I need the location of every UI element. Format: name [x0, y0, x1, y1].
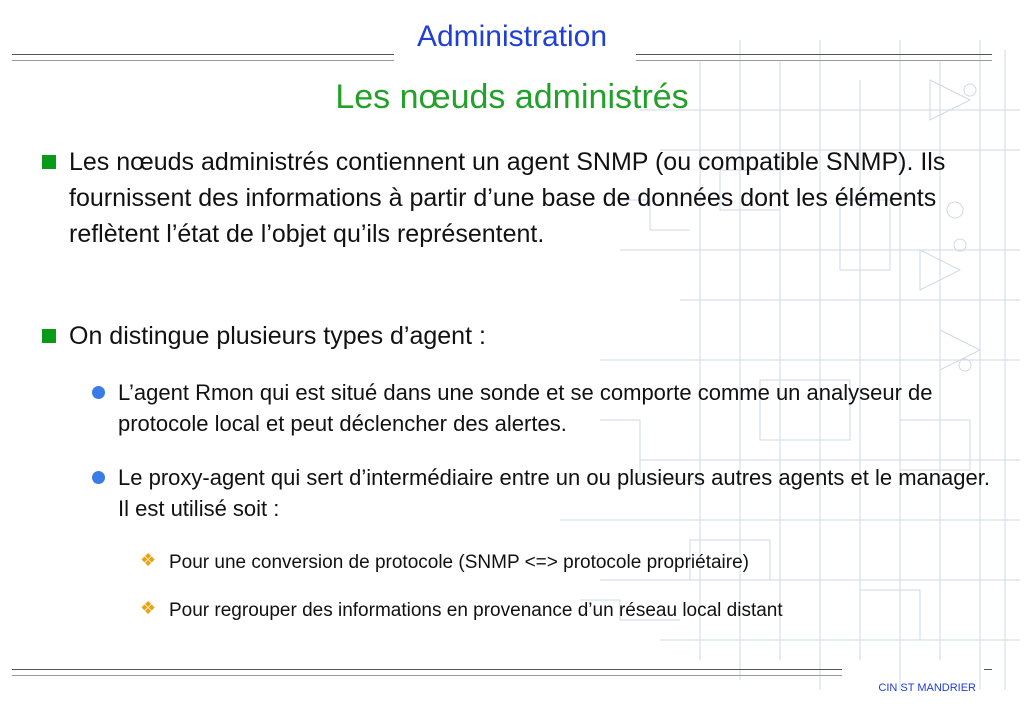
square-bullet-icon: [42, 329, 56, 343]
circle-bullet-icon: [92, 386, 105, 399]
circle-bullet-icon: [92, 471, 105, 484]
sub-bullet-text: Le proxy-agent qui sert d’intermédiaire entre un ou plusieurs autres agents et le manager. Il est utilisé soit :: [118, 465, 990, 521]
sub-bullet-text: L’agent Rmon qui est situé dans une sonde et se comporte comme un analyseur de protocole local et peut déclencher des alertes.: [118, 380, 933, 436]
bullet-item: [42, 318, 992, 354]
sub-sub-bullet-text: Pour une conversion de protocole (SNMP <=> protocole propriétaire): [169, 552, 750, 573]
slide-title: Les nœuds administrés: [335, 78, 689, 116]
diamond-bullet-icon: ❖: [140, 598, 157, 618]
sub-sub-bullet-item: [140, 549, 1000, 576]
footer-text: CIN ST MANDRIER: [878, 682, 976, 694]
square-bullet-icon: [42, 155, 56, 169]
bullet-item: [42, 144, 992, 252]
diamond-bullet-icon: ❖: [140, 550, 157, 570]
sub-sub-bullet-item: [140, 597, 1000, 624]
sub-bullet-item: [92, 377, 997, 439]
bullet-text: Les nœuds administrés contiennent un agent SNMP (ou compatible SNMP). Ils fournissent des informations à partir d’une base de données dont les éléments reflètent l’état de l’objet qu’ils représentent.: [69, 148, 946, 248]
sub-bullet-item: [92, 462, 997, 524]
header-title-text: Administration: [407, 20, 617, 53]
sub-sub-bullet-text: Pour regrouper des informations en provenance d’un réseau local distant: [169, 600, 783, 621]
bullet-text: On distingue plusieurs types d’agent :: [69, 322, 486, 350]
